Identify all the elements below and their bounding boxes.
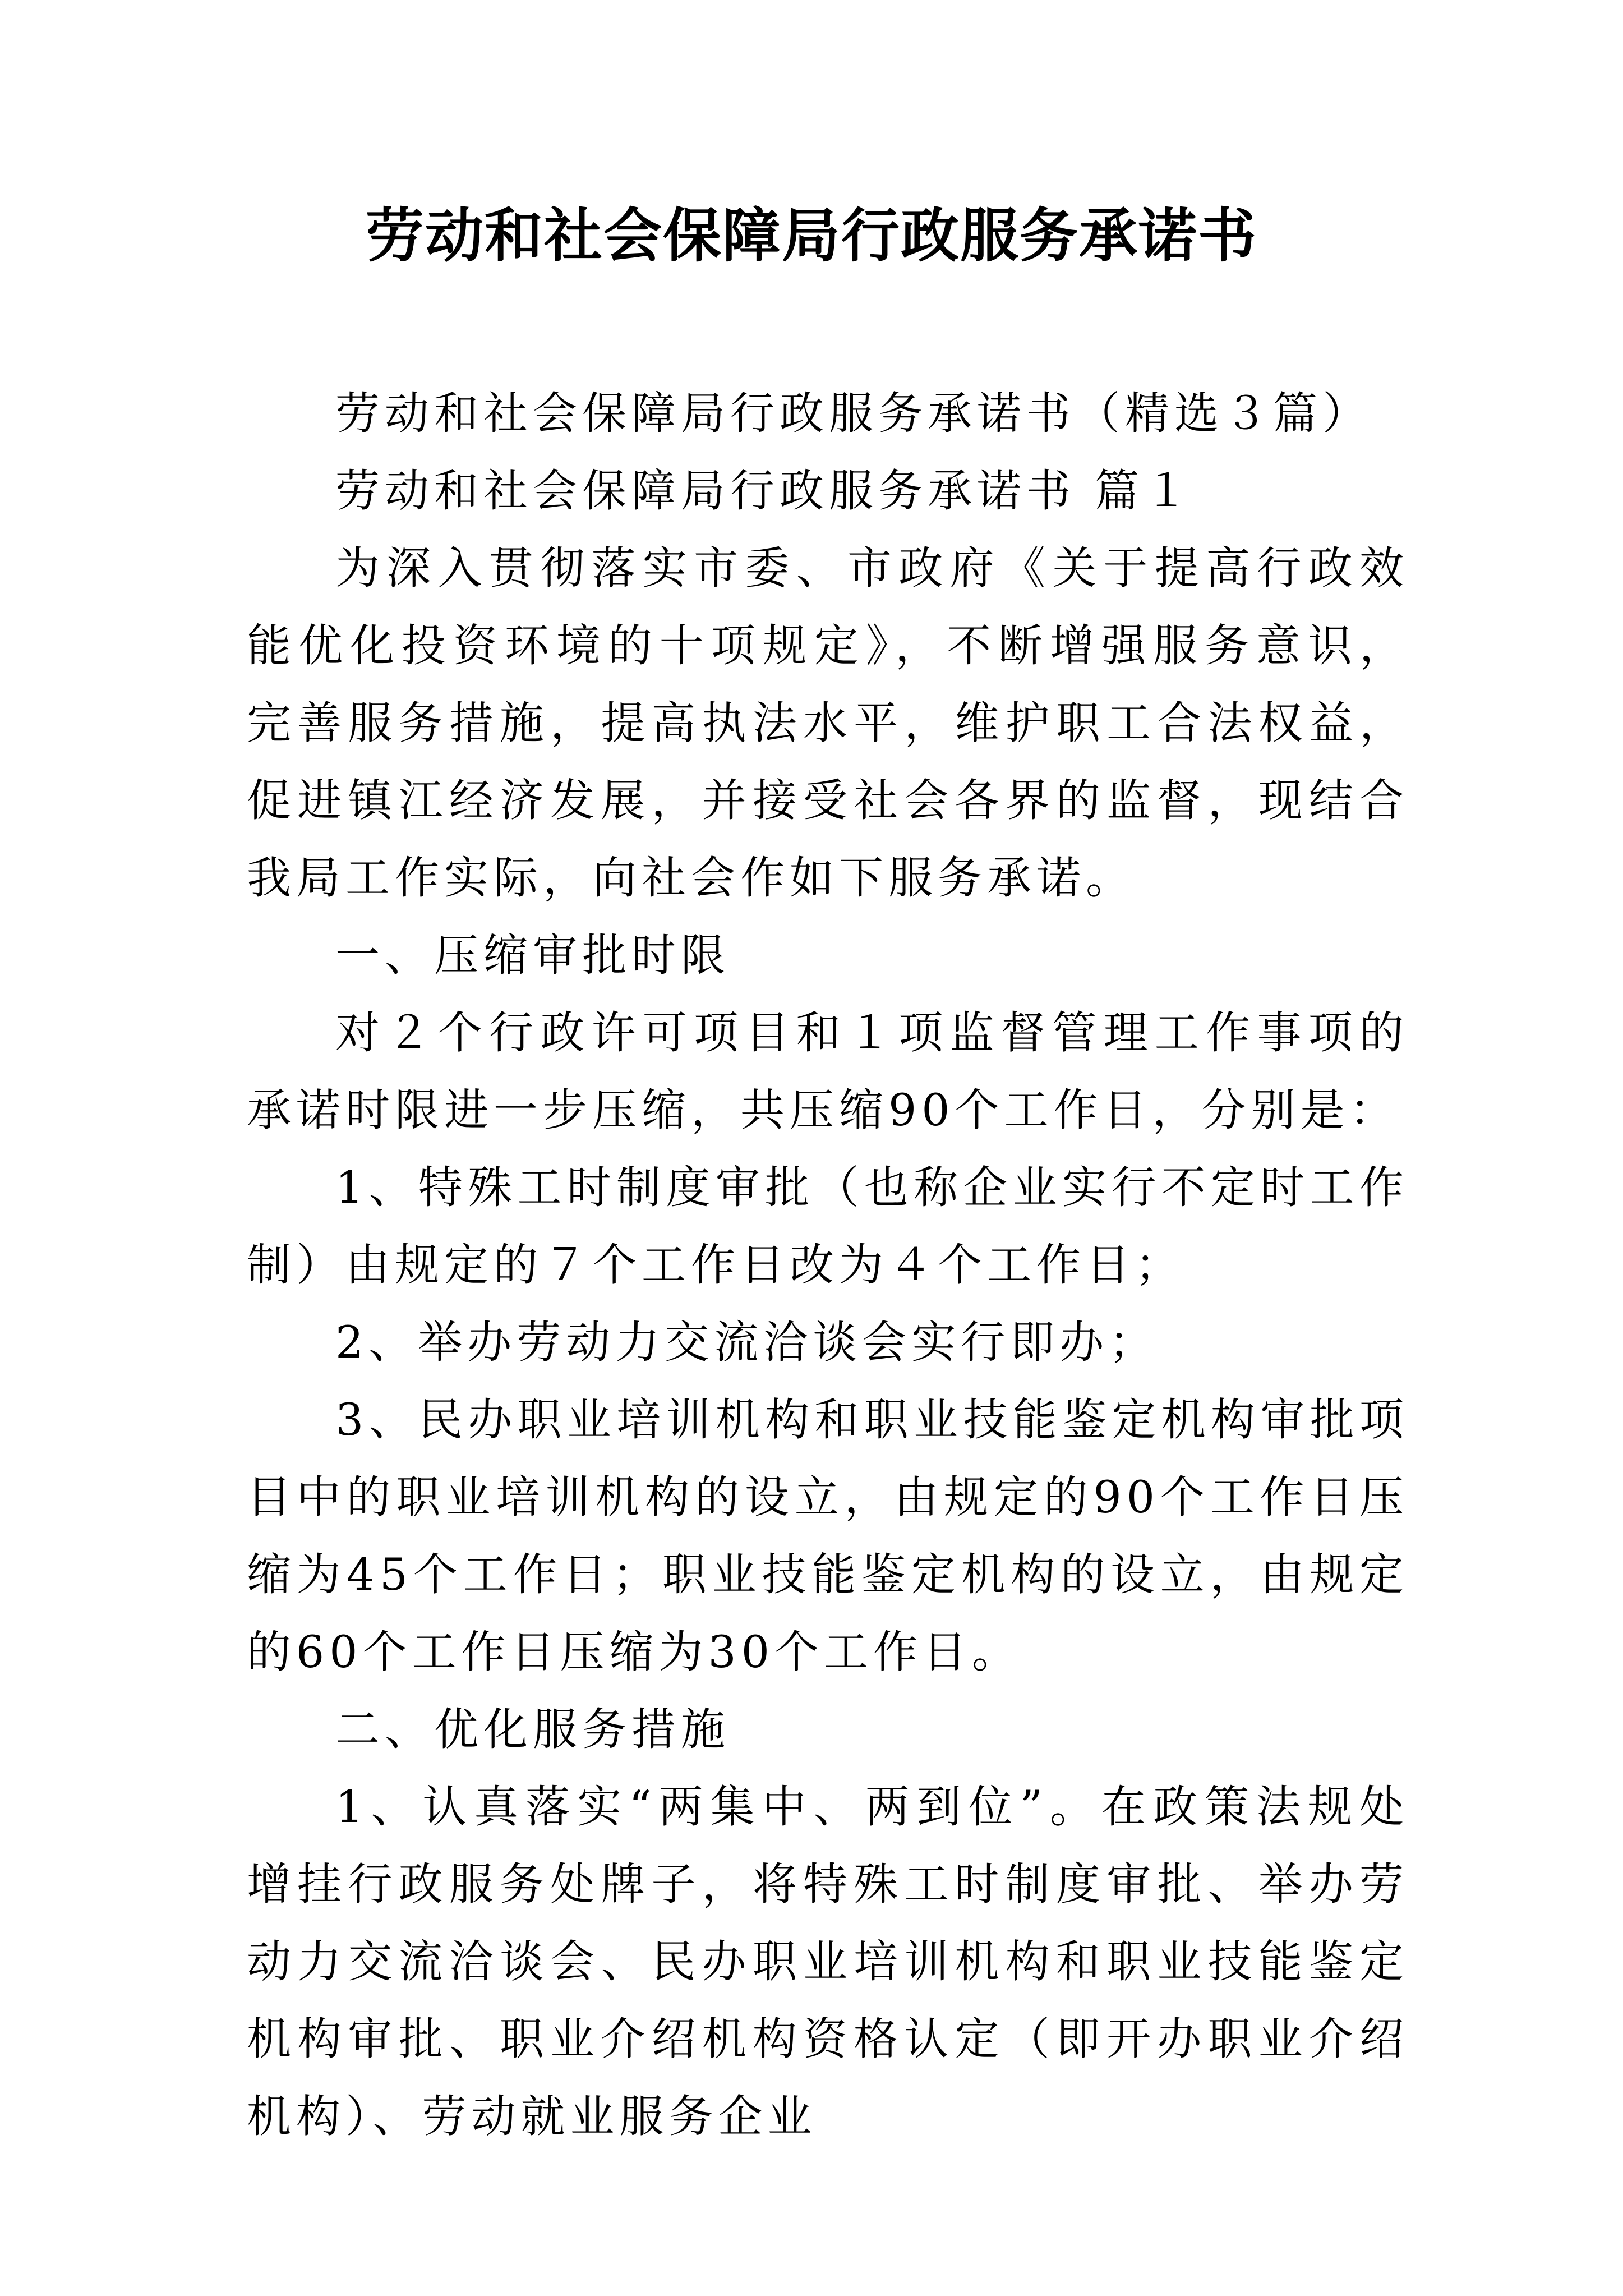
paragraph-subtitle: 劳动和社会保障局行政服务承诺书（精选３篇） — [335, 388, 1372, 439]
paragraph-heading-2: 二、优化服务措施 — [335, 1704, 730, 1755]
paragraph-item-4: 1、认真落实“两集中、两到位”。在政策法规处增挂行政服务处牌子，将特殊工时制度审批、举办劳动力交流洽谈会、民办职业培训机构和职业技能鉴定机构审批、职业介绍机构资格认定（即开办职业介绍机构）、劳动就业服务企业 — [247, 1781, 1409, 2142]
paragraph-item-3: 3、民办职业培训机构和职业技能鉴定机构审批项目中的职业培训机构的设立，由规定的90个工作日压缩为45个工作日；职业技能鉴定机构的设立，由规定的60个工作日压缩为30个工作日。 — [247, 1394, 1409, 1678]
paragraph-text: 对２个行政许可项目和１项监督管理工作事项的承诺时限进一步压缩，共压缩90个工作日，分别是： — [247, 1007, 1409, 1136]
paragraph-item-1: 1、特殊工时制度审批（也称企业实行不定时工作制）由规定的７个工作日改为４个工作日； — [247, 1162, 1409, 1291]
paragraph-heading-1: 一、压缩审批时限 — [335, 930, 730, 981]
paragraph-intro: 为深入贯彻落实市委、市政府《关于提高行政效能优化投资环境的十项规定》，不断增强服务意识，完善服务措施，提高执法水平，维护职工合法权益，促进镇江经济发展，并接受社会各界的监督，现结合我局工作实际，向社会作如下服务承诺。 — [247, 542, 1409, 904]
paragraph-section-heading: 劳动和社会保障局行政服务承诺书 篇１ — [335, 465, 1194, 517]
document-body — [247, 375, 1409, 2155]
document-title: 劳动和社会保障局行政服务承诺书 — [365, 201, 1257, 270]
paragraph-item-2: 2、举办劳动力交流洽谈会实行即办； — [335, 1317, 1159, 1368]
